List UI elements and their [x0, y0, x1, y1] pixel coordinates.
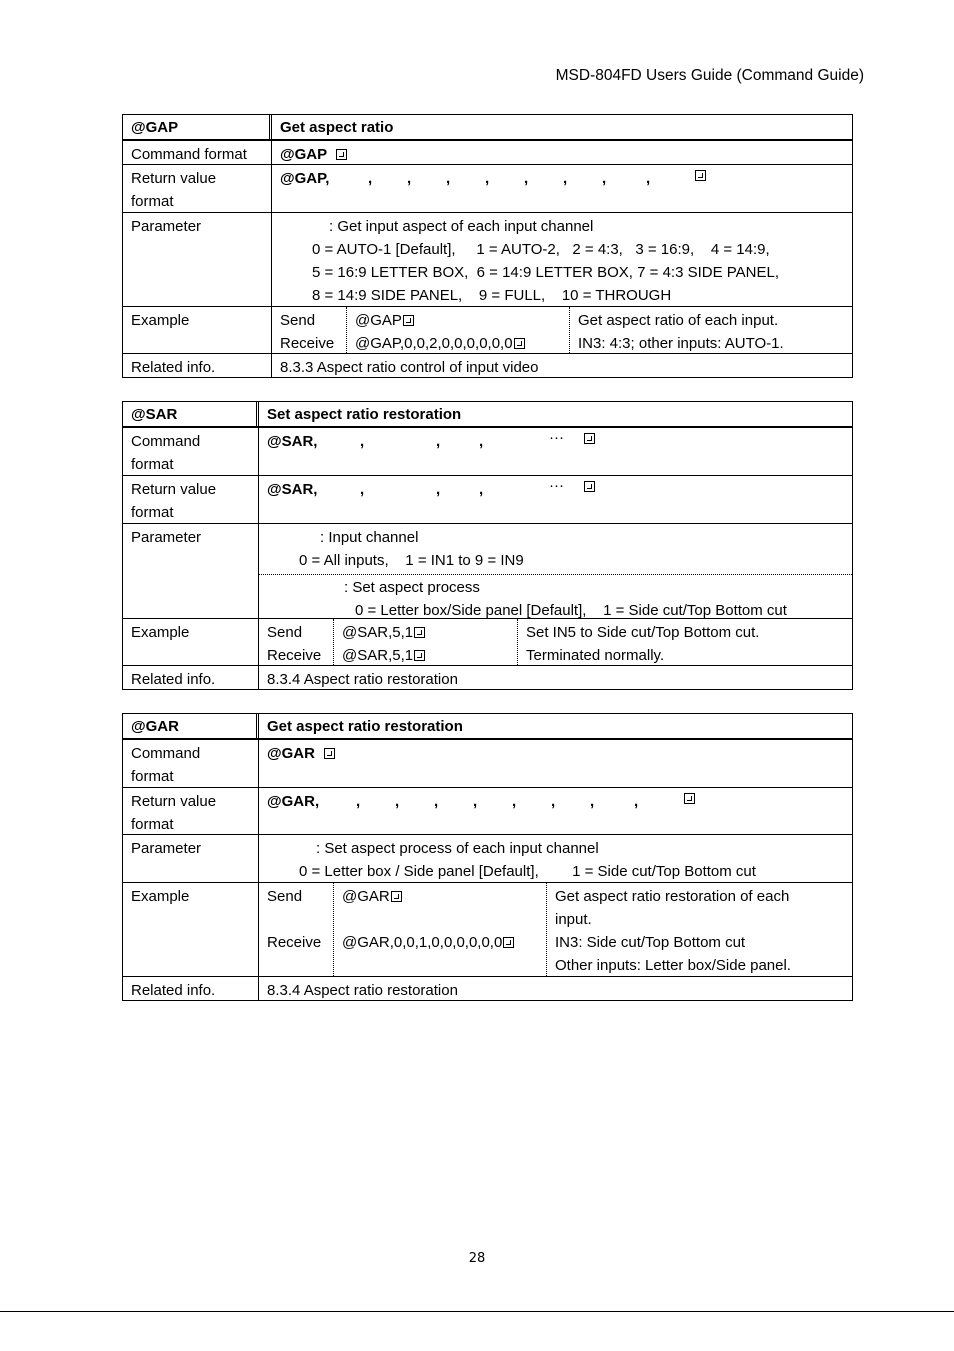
gap-related-value: 8.3.3 Aspect ratio control of input video — [280, 359, 539, 376]
enter-icon — [414, 627, 425, 638]
sar-parameter-value — [259, 524, 852, 618]
gar-send-desc-1: Get aspect ratio restoration of each — [555, 888, 790, 905]
gap-header-row — [123, 115, 852, 140]
sar-return-label-line2: format — [131, 504, 174, 521]
gar-send-desc-2: input. — [555, 911, 592, 928]
gap-command-title: Get aspect ratio — [280, 119, 394, 136]
gap-param-line-2: 5 = 16:9 LETTER BOX, 6 = 14:9 LETTER BOX, 7 = 4:3 SIDE PANEL, — [312, 264, 780, 281]
gap-example-cmds — [347, 307, 570, 353]
gar-command-format-label — [123, 740, 259, 787]
enter-icon — [695, 170, 706, 181]
gap-param-desc: : Get input aspect of each input channel — [329, 218, 594, 235]
sar-command-format-row — [123, 427, 852, 475]
gar-return-label-line2: format — [131, 816, 174, 833]
sar-related-value: 8.3.4 Aspect ratio restoration — [267, 671, 458, 688]
gap-receive-desc: IN3: 4:3; other inputs: AUTO-1. — [578, 335, 784, 352]
gap-example-sr — [272, 307, 347, 353]
sar-param1-desc: : Input channel — [320, 529, 419, 546]
gap-command-format-label: Command format — [123, 141, 272, 164]
gap-parameter-row — [123, 212, 852, 306]
sar-send-cmd: @SAR,5,1 — [342, 624, 414, 641]
gap-example-label: Example — [123, 307, 272, 353]
gap-return-format-row — [123, 164, 852, 212]
gap-example-desc — [570, 307, 852, 353]
sar-receive-desc: Terminated normally. — [526, 647, 665, 664]
sar-parameter-row — [123, 523, 852, 618]
sar-related-row — [123, 665, 852, 689]
gap-parameter-label: Parameter — [123, 213, 272, 306]
gar-receive-desc-1: IN3: Side cut/Top Bottom cut — [555, 934, 746, 951]
sar-param2-desc: : Set aspect process — [344, 579, 480, 596]
sar-header-row — [123, 402, 852, 427]
gap-command-table — [122, 114, 853, 378]
enter-icon — [391, 891, 402, 902]
sar-receive-cmd: @SAR,5,1 — [342, 647, 414, 664]
gap-command-format-value — [272, 141, 852, 164]
sar-example-cmds — [334, 619, 518, 665]
gar-command-table — [122, 713, 853, 1001]
sar-return-format-label — [123, 476, 259, 523]
sar-related-label: Related info. — [123, 666, 259, 689]
sar-command-ellipsis: ··· — [549, 429, 564, 446]
gar-example-value — [259, 883, 852, 976]
sar-return-ellipsis: ··· — [549, 477, 564, 494]
gap-command-name: @GAP — [123, 115, 272, 139]
sar-command-label-line1: Command — [131, 433, 201, 450]
sar-command-label-line2: format — [131, 456, 174, 473]
enter-icon — [324, 748, 335, 759]
sar-command-format-text: @SAR, — [267, 433, 318, 450]
enter-icon — [336, 149, 347, 160]
gar-return-format-value: @GAR, , , , , , , , , — [259, 788, 852, 834]
sar-send-label: Send — [267, 624, 303, 641]
gap-receive-cmd: @GAP,0,0,2,0,0,0,0,0,0 — [355, 335, 513, 352]
gar-header-row — [123, 714, 852, 739]
sar-return-format-row — [123, 475, 852, 523]
sar-example-label: Example — [123, 619, 259, 665]
gar-receive-desc-2: Other inputs: Letter box/Side panel. — [555, 957, 791, 974]
sar-send-desc: Set IN5 to Side cut/Top Bottom cut. — [526, 624, 760, 641]
sar-example-sr — [259, 619, 334, 665]
enter-icon — [584, 481, 595, 492]
gap-return-format-label — [123, 165, 272, 212]
gar-receive-label: Receive — [267, 934, 322, 951]
sar-parameter-label: Parameter — [123, 524, 259, 618]
gar-example-label: Example — [123, 883, 259, 976]
sar-return-label-line1: Return value — [131, 481, 217, 498]
sar-return-format-text: @SAR, — [267, 481, 318, 498]
sar-param1-line: 0 = All inputs, 1 = IN1 to 9 = IN9 — [299, 552, 524, 569]
sar-command-title: Set aspect ratio restoration — [267, 406, 462, 423]
gar-command-format-value — [259, 740, 852, 787]
sar-example-desc — [518, 619, 852, 665]
gar-return-format-label — [123, 788, 259, 834]
gar-return-format-row — [123, 787, 852, 834]
gap-receive-label: Receive — [280, 335, 335, 352]
enter-icon — [414, 650, 425, 661]
page-header-title: MSD-804FD Users Guide (Command Guide) — [555, 67, 864, 84]
gap-parameter-value — [272, 213, 852, 306]
enter-icon — [514, 338, 525, 349]
sar-example-row — [123, 618, 852, 665]
gap-return-format-text: @GAP, — [280, 170, 330, 187]
enter-icon — [584, 433, 595, 444]
gap-send-cmd: @GAP — [355, 312, 402, 329]
gar-command-label-line2: format — [131, 768, 174, 785]
gar-parameter-row — [123, 834, 852, 882]
gar-send-cmd: @GAR — [342, 888, 390, 905]
sar-return-format-value: @SAR, , , , ··· — [259, 476, 852, 523]
gar-parameter-label: Parameter — [123, 835, 259, 882]
gap-return-label-line1: Return value — [131, 170, 217, 187]
gap-related-row — [123, 353, 852, 377]
gap-related-label: Related info. — [123, 354, 272, 377]
gar-param-desc: : Set aspect process of each input channel — [316, 840, 599, 857]
gar-example-cmds — [334, 883, 547, 976]
gar-return-format-text: @GAR, — [267, 793, 320, 810]
sar-example-value — [259, 619, 852, 665]
sar-command-name: @SAR — [123, 402, 259, 426]
gar-related-value: 8.3.4 Aspect ratio restoration — [267, 982, 458, 999]
gar-command-label-line1: Command — [131, 745, 201, 762]
gar-parameter-value — [259, 835, 852, 882]
enter-icon — [503, 937, 514, 948]
page-number: 28 — [468, 1251, 486, 1266]
sar-param2-line: 0 = Letter box/Side panel [Default], 1 = Side cut/Top Bottom cut — [355, 602, 787, 619]
sar-command-format-value: @SAR, , , , ··· — [259, 428, 852, 475]
gap-command-format-row — [123, 140, 852, 164]
gap-send-desc: Get aspect ratio of each input. — [578, 312, 779, 329]
gar-command-title: Get aspect ratio restoration — [267, 718, 463, 735]
gar-command-name: @GAR — [123, 714, 259, 738]
enter-icon — [684, 793, 695, 804]
sar-command-table — [122, 401, 853, 690]
gar-example-row — [123, 882, 852, 976]
gar-related-row — [123, 976, 852, 1000]
gar-command-format-row — [123, 739, 852, 787]
gar-send-label: Send — [267, 888, 303, 905]
gar-param-line: 0 = Letter box / Side panel [Default], 1 = Side cut/Top Bottom cut — [299, 863, 756, 880]
enter-icon — [403, 315, 414, 326]
footer-divider — [0, 1311, 954, 1312]
gar-example-desc — [547, 883, 852, 976]
gap-param-line-3: 8 = 14:9 SIDE PANEL, 9 = FULL, 10 = THROUGH — [312, 287, 672, 304]
gar-related-label: Related info. — [123, 977, 259, 1000]
gar-example-sr — [259, 883, 334, 976]
sar-receive-label: Receive — [267, 647, 322, 664]
gap-return-format-value: @GAP, , , , , , , , , — [272, 165, 852, 212]
gar-return-label-line1: Return value — [131, 793, 217, 810]
gap-example-row — [123, 306, 852, 353]
gap-example-value — [272, 307, 852, 353]
gap-return-label-line2: format — [131, 193, 174, 210]
gar-receive-cmd: @GAR,0,0,1,0,0,0,0,0,0 — [342, 934, 503, 951]
sar-command-format-label — [123, 428, 259, 475]
gap-param-line-1: 0 = AUTO-1 [Default], 1 = AUTO-2, 2 = 4:3, 3 = 16:9, 4 = 14:9, — [312, 241, 770, 258]
gap-send-label: Send — [280, 312, 316, 329]
gap-command-format-text: @GAP — [280, 146, 328, 163]
gar-command-format-text: @GAR — [267, 745, 315, 762]
